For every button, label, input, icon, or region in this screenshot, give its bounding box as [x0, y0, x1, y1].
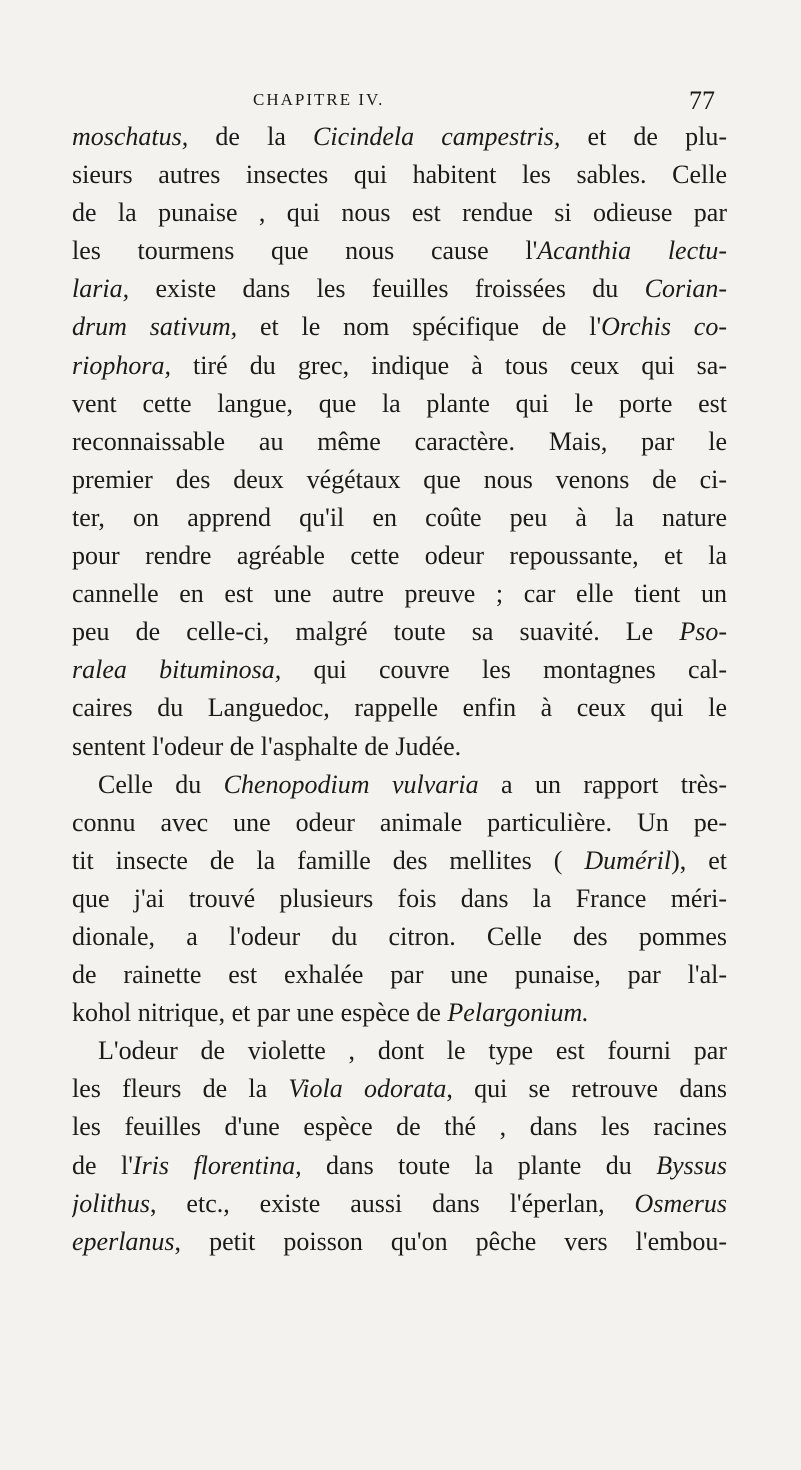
italic-segment: laria,: [72, 274, 130, 304]
italic-segment: Viola odorata: [288, 1074, 447, 1104]
text-segment: de rainette est exhalée par une punaise, par l'al-: [72, 960, 727, 990]
text-line: [72, 994, 727, 1032]
text-segment: de la punaise , qui nous est rendue si odieuse par: [72, 198, 727, 228]
text-segment: dionale, a l'odeur du citron. Celle des pommes: [72, 921, 727, 951]
italic-segment: riophora,: [72, 350, 171, 380]
italic-segment: Chenopodium vulvaria: [223, 769, 479, 799]
italic-segment: Pelargonium.: [447, 998, 589, 1028]
text-line: [72, 613, 727, 651]
text-line: [72, 1223, 727, 1261]
text-line: [72, 1108, 727, 1146]
text-segment: et le nom spécifique de l': [237, 312, 602, 342]
text-segment: qui couvre les montagnes cal-: [281, 655, 727, 685]
text-segment: peu de celle-ci, malgré toute sa suavité. Le: [72, 617, 680, 647]
text-line: [72, 423, 727, 461]
italic-segment: Cicindela campestris,: [313, 122, 561, 151]
text-segment: tit insecte de la famille des mellites (: [72, 845, 585, 875]
text-segment: les feuilles d'une espèce de thé , dans les racines: [72, 1112, 727, 1142]
text-line: [72, 956, 727, 994]
text-segment: Celle du: [98, 769, 224, 799]
text-segment: de l': [72, 1150, 133, 1180]
text-segment: que j'ai trouvé plusieurs fois dans la France méri-: [72, 883, 727, 913]
text-line: [72, 156, 727, 194]
page-number: 77: [689, 86, 715, 115]
italic-segment: Acanthia lectu-: [537, 236, 727, 266]
text-line: [72, 499, 727, 537]
text-line: [72, 918, 727, 956]
text-segment: caires du Languedoc, rappelle enfin à ceux qui le: [72, 693, 727, 723]
text-line: [72, 1185, 727, 1223]
text-line: [72, 842, 727, 880]
italic-segment: moschatus,: [72, 122, 189, 151]
text-line: [72, 1147, 727, 1185]
italic-segment: Iris florentina,: [132, 1150, 302, 1180]
italic-segment: ralea bituminosa,: [72, 655, 282, 685]
text-line: [72, 194, 727, 232]
text-line: [72, 1032, 727, 1070]
text-segment: existe dans les feuilles froissées du: [129, 274, 645, 304]
text-segment: cannelle en est une autre preuve ; car elle tient un: [72, 579, 727, 609]
text-line: [72, 461, 727, 499]
italic-segment: drum sativum,: [72, 312, 238, 342]
italic-segment: Corian-: [644, 274, 727, 304]
text-segment: kohol nitrique, et par une espèce de: [72, 998, 448, 1028]
text-segment: connu avec une odeur animale particulière. Un pe-: [72, 807, 727, 837]
text-segment: les fleurs de la: [72, 1074, 289, 1104]
text-segment: premier des deux végétaux que nous venons de ci-: [72, 464, 727, 494]
text-segment: L'odeur de violette , dont le type est fourni par: [98, 1036, 727, 1066]
italic-segment: Pso-: [679, 617, 727, 647]
text-line: [72, 308, 727, 346]
text-segment: les tourmens que nous cause l': [72, 236, 538, 266]
text-line: [72, 347, 727, 385]
text-segment: reconnaissable au même caractère. Mais, par le: [72, 426, 727, 456]
text-segment: sieurs autres insectes qui habitent les sables. Celle: [72, 160, 727, 190]
italic-segment: jolithus: [72, 1188, 151, 1218]
italic-segment: Byssus: [656, 1150, 727, 1180]
text-segment: a un rapport très-: [478, 769, 727, 799]
text-segment: ), et: [671, 845, 727, 875]
text-line: [72, 804, 727, 842]
italic-segment: Osmerus: [634, 1188, 727, 1218]
text-segment: tiré du grec, indique à tous ceux qui sa-: [170, 350, 727, 380]
text-line: [72, 270, 727, 308]
text-segment: ter, on apprend qu'il en coûte peu à la nature: [72, 502, 727, 532]
text-segment: vent cette langue, que la plante qui le porte est: [72, 388, 727, 418]
text-segment: , qui se retrouve dans: [446, 1074, 727, 1104]
body-text: [72, 118, 727, 1261]
text-line: [72, 880, 727, 918]
text-line: [72, 728, 727, 766]
text-segment: de la: [188, 122, 313, 151]
text-segment: , petit poisson qu'on pêche vers l'embou-: [174, 1226, 727, 1256]
text-segment: pour rendre agréable cette odeur repoussante, et la: [72, 541, 727, 571]
text-line: [72, 232, 727, 270]
text-segment: et de plu-: [560, 122, 727, 151]
text-segment: sentent l'odeur de l'asphalte de Judée.: [72, 731, 462, 761]
text-line: [72, 651, 727, 689]
running-head: [0, 86, 801, 114]
text-line: [72, 689, 727, 727]
chapter-title: CHAPITRE IV.: [253, 90, 385, 109]
text-line: [72, 118, 727, 156]
text-line: [72, 766, 727, 804]
text-segment: dans toute la plante du: [301, 1150, 657, 1180]
text-line: [72, 537, 727, 575]
italic-segment: Orchis co-: [601, 312, 727, 342]
text-line: [72, 385, 727, 423]
text-line: [72, 1070, 727, 1108]
italic-segment: eperlanus: [72, 1226, 175, 1256]
text-segment: , etc., existe aussi dans l'éperlan,: [150, 1188, 635, 1218]
text-line: [72, 575, 727, 613]
italic-segment: Duméril: [584, 845, 672, 875]
